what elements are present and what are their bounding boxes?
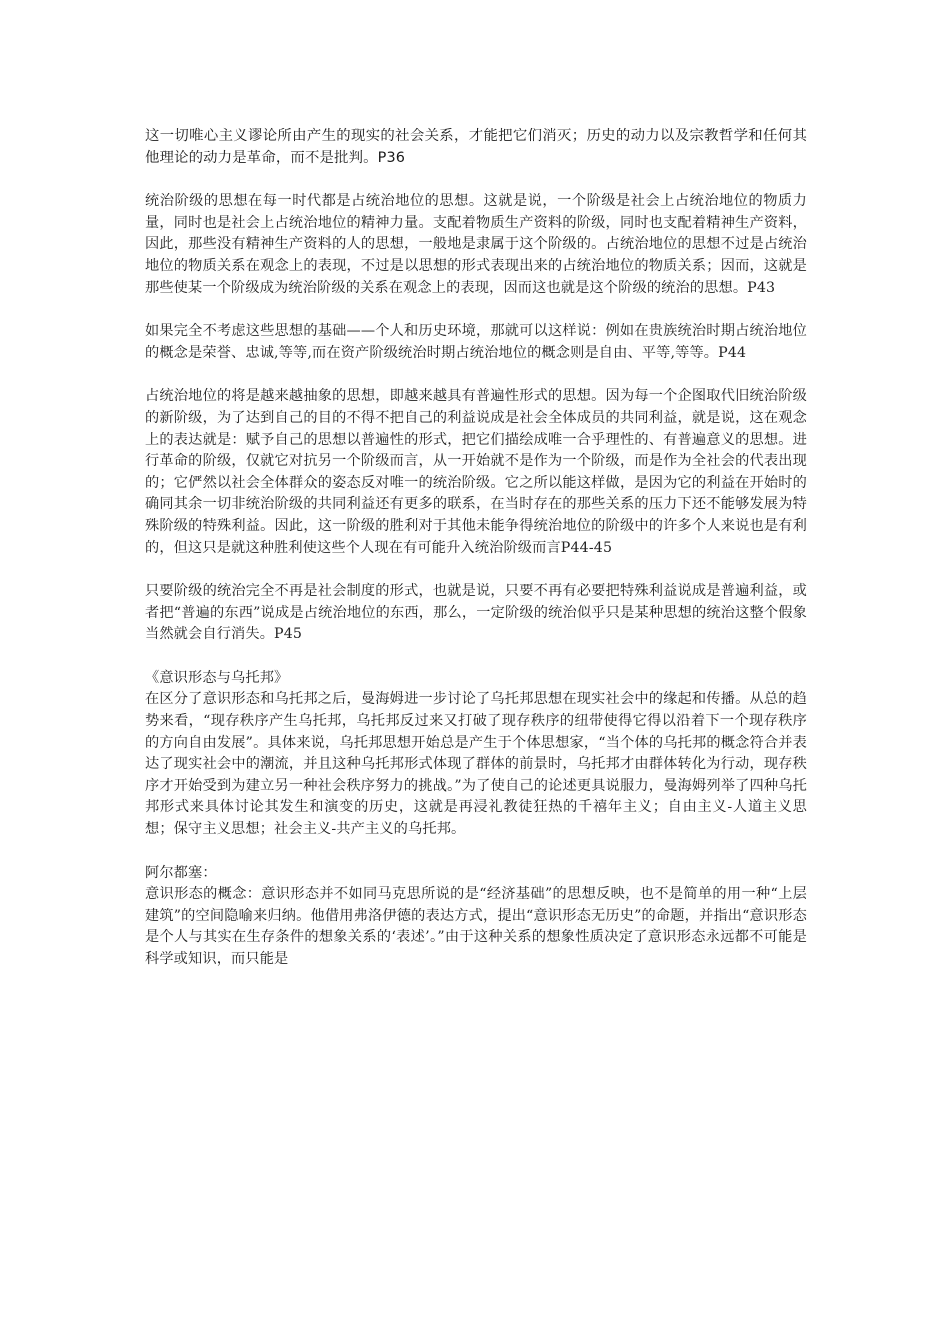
quote-paragraph-p44: 如果完全不考虑这些思想的基础——个人和历史环境，那就可以这样说：例如在贵族统治时期占统治地位的概念是荣誉、忠诚,等等,而在资产阶级统治时期占统治地位的概念则是自由、平等,等等。P44: [145, 323, 807, 361]
quote-paragraph-p36: 这一切唯心主义谬论所由产生的现实的社会关系，才能把它们消灭；历史的动力以及宗教哲学和任何其他理论的动力是革命，而不是批判。P36: [145, 128, 807, 166]
section-body-ideology-utopia: 在区分了意识形态和乌托邦之后，曼海姆进一步讨论了乌托邦思想在现实社会中的缘起和传播。从总的趋势来看，“现存秩序产生乌托邦，乌托邦反过来又打破了现存秩序的纽带使得它得以沿着下一个现存秩序的方向自由发展”。具体来说，乌托邦思想开始总是产生于个体思想家，“当个体的乌托邦的概念符合并表达了现实社会中的潮流，并且这种乌托邦形式体现了群体的前景时，乌托邦才由群体转化为行动，现存秩序才开始受到为建立另一种社会秩序努力的挑战。”为了使自己的论述更具说服力，曼海姆列举了四种乌托邦形式来具体讨论其发生和演变的历史，这就是再浸礼教徒狂热的千禧年主义；自由主义-人道主义思想；保守主义思想；社会主义-共产主义的乌托邦。: [145, 691, 808, 838]
section-title-ideology-utopia: 《意识形态与乌托邦》: [145, 669, 289, 686]
quote-paragraph-p45: 只要阶级的统治完全不再是社会制度的形式，也就是说，只要不再有必要把特殊利益说成是普遍利益，或者把“普遍的东西”说成是占统治地位的东西，那么，一定阶级的统治似乎只是某种思想的统治这整个假象当然就会自行消失。P45: [145, 583, 807, 643]
section-body-althusser: 意识形态的概念：意识形态并不如同马克思所说的是“经济基础”的思想反映，也不是简单的用一种“上层建筑”的空间隐喻来归纳。他借用弗洛伊德的表达方式，提出“意识形态无历史”的命题，并指出“意识形态是个人与其实在生存条件的想象关系的‘表述’。”由于这种关系的想象性质决定了意识形态永远都不可能是科学或知识，而只能是: [145, 886, 807, 967]
quote-paragraph-p43: 统治阶级的思想在每一时代都是占统治地位的思想。这就是说，一个阶级是社会上占统治地位的物质力量，同时也是社会上占统治地位的精神力量。支配着物质生产资料的阶级，同时也支配着精神生产资料，因此，那些没有精神生产资料的人的思想，一般地是隶属于这个阶级的。占统治地位的思想不过是占统治地位的物质关系在观念上的表现，不过是以思想的形式表现出来的占统治地位的物质关系；因而，这就是那些使某一个阶级成为统治阶级的关系在观念上的表现，因而这也就是这个阶级的统治的思想。P43: [145, 193, 807, 296]
section-title-althusser: 阿尔都塞：: [145, 864, 217, 881]
document-body: [145, 126, 807, 993]
quote-paragraph-p44-45: 占统治地位的将是越来越抽象的思想，即越来越具有普遍性形式的思想。因为每一个企图取代旧统治阶级的新阶级，为了达到自己的目的不得不把自己的利益说成是社会全体成员的共同利益，就是说，这在观念上的表达就是：赋予自己的思想以普遍性的形式，把它们描绘成唯一合乎理性的、有普遍意义的思想。进行革命的阶级，仅就它对抗另一个阶级而言，从一开始就不是作为一个阶级，而是作为全社会的代表出现的；它俨然以社会全体群众的姿态反对唯一的统治阶级。它之所以能这样做，是因为它的利益在开始时的确同其余一切非统治阶级的共同利益还有更多的联系，在当时存在的那些关系的压力下还不能够发展为特殊阶级的特殊利益。因此，这一阶级的胜利对于其他未能争得统治地位的阶级中的许多个人来说也是有利的，但这只是就这种胜利使这些个人现在有可能升入统治阶级而言P44-45: [145, 388, 807, 556]
